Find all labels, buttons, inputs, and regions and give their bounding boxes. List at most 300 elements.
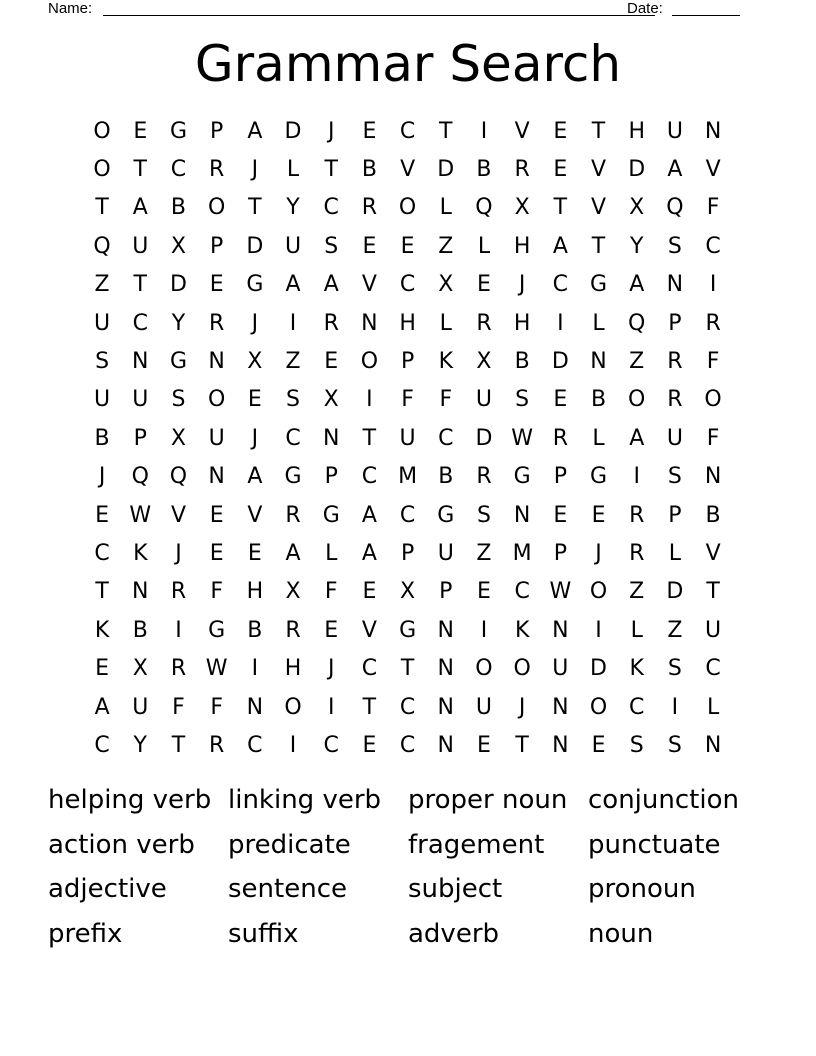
grid-cell: M — [398, 464, 418, 490]
grid-cell: E — [247, 540, 262, 566]
grid-cell: C — [399, 118, 416, 144]
grid-cell: B — [705, 502, 721, 528]
grid-cell: V — [170, 502, 186, 528]
grid-cell: X — [247, 349, 263, 375]
grid-cell: X — [476, 349, 492, 375]
grid-cell: P — [324, 464, 338, 490]
grid-cell: Q — [131, 464, 149, 490]
grid-cell: L — [286, 157, 300, 183]
grid-cell: N — [322, 425, 340, 451]
grid-cell: E — [477, 579, 491, 605]
grid-cell: Z — [629, 579, 645, 605]
grid-cell: L — [668, 540, 682, 566]
grid-cell: E — [133, 118, 148, 144]
word-list-item: action verb — [48, 829, 195, 860]
name-label: Name: — [48, 0, 93, 17]
grid-cell: J — [327, 656, 335, 682]
grid-cell: N — [437, 656, 455, 682]
grid-cell: A — [247, 464, 263, 490]
grid-cell: A — [285, 272, 301, 298]
grid-cell: T — [553, 195, 568, 221]
grid-cell: L — [477, 233, 491, 259]
grid-cell: E — [477, 732, 491, 758]
grid-cell: A — [285, 540, 301, 566]
grid-cell: N — [704, 464, 722, 490]
grid-cell: N — [704, 118, 722, 144]
grid-cell: D — [666, 579, 684, 605]
grid-cell: E — [362, 579, 377, 605]
grid-cell: G — [513, 464, 531, 490]
grid-cell: C — [132, 310, 148, 336]
grid-cell: S — [515, 387, 530, 413]
grid-cell: A — [361, 540, 377, 566]
grid-cell: J — [175, 540, 182, 566]
grid-cell: E — [209, 502, 224, 528]
grid-cell: A — [132, 195, 148, 221]
word-list-item: suffix — [228, 918, 299, 949]
grid-cell: Y — [286, 195, 300, 221]
grid-cell: U — [132, 387, 149, 413]
grid-cell: D — [169, 272, 187, 298]
grid-cell: E — [324, 349, 339, 375]
grid-cell: A — [361, 502, 377, 528]
grid-cell: E — [553, 387, 568, 413]
grid-cell: C — [514, 579, 530, 605]
grid-cell: S — [667, 656, 682, 682]
grid-cell: X — [400, 579, 416, 605]
grid-cell: A — [247, 118, 263, 144]
grid-cell: X — [170, 233, 186, 259]
grid-cell: Q — [475, 195, 493, 221]
grid-cell: V — [400, 157, 416, 183]
grid-cell: I — [709, 272, 717, 298]
word-list-item: predicate — [228, 829, 351, 860]
grid-cell: C — [399, 732, 416, 758]
grid-cell: Z — [438, 233, 454, 259]
grid-cell: S — [286, 387, 301, 413]
grid-cell: T — [362, 694, 377, 720]
grid-cell: N — [704, 732, 722, 758]
grid-cell: I — [175, 617, 182, 643]
grid-cell: A — [667, 157, 683, 183]
grid-cell: R — [552, 425, 568, 451]
grid-cell: Q — [169, 464, 188, 490]
grid-cell: I — [289, 310, 297, 336]
grid-cell: G — [169, 349, 187, 375]
grid-cell: K — [133, 540, 148, 566]
grid-cell: C — [399, 694, 416, 720]
grid-cell: N — [208, 349, 225, 375]
grid-cell: R — [705, 310, 721, 336]
grid-cell: X — [438, 272, 454, 298]
grid-cell: X — [170, 425, 186, 451]
grid-cell: C — [629, 694, 645, 720]
grid-cell: L — [706, 694, 720, 720]
grid-cell: P — [210, 233, 224, 259]
grid-cell: P — [133, 425, 147, 451]
grid-cell: O — [475, 656, 493, 682]
grid-cell: I — [480, 118, 488, 144]
grid-cell: E — [362, 118, 377, 144]
grid-cell: V — [361, 272, 377, 298]
word-list-item: conjunction — [588, 785, 739, 815]
grid-cell: H — [513, 233, 531, 259]
grid-cell: L — [439, 195, 452, 221]
grid-cell: H — [628, 118, 645, 144]
grid-cell: Y — [171, 310, 186, 336]
grid-cell: K — [438, 349, 453, 375]
grid-cell: K — [94, 617, 110, 643]
grid-cell: N — [513, 502, 531, 528]
grid-cell: I — [251, 656, 259, 682]
grid-cell: O — [398, 195, 417, 221]
grid-cell: N — [552, 617, 569, 643]
grid-cell: G — [437, 502, 455, 528]
grid-cell: U — [94, 310, 111, 336]
grid-cell: C — [399, 272, 416, 298]
word-list-item: noun — [588, 918, 654, 949]
grid-cell: E — [553, 502, 568, 528]
grid-cell: M — [512, 540, 532, 566]
grid-cell: T — [171, 732, 186, 758]
grid-cell: O — [589, 579, 608, 605]
grid-cell: R — [667, 349, 683, 375]
grid-cell: E — [553, 157, 568, 183]
grid-cell: O — [207, 387, 226, 413]
grid-cell: P — [439, 579, 453, 605]
grid-cell: P — [553, 464, 567, 490]
grid-cell: P — [668, 310, 682, 336]
grid-cell: U — [132, 694, 149, 720]
grid-cell: R — [629, 540, 645, 566]
grid-cell: P — [400, 540, 415, 566]
grid-cell: E — [247, 387, 262, 413]
grid-cell: C — [552, 272, 569, 298]
grid-cell: T — [95, 579, 109, 605]
grid-cell: T — [515, 732, 529, 758]
word-list-item: helping verb — [48, 785, 212, 815]
grid-cell: I — [327, 694, 335, 720]
grid-cell: G — [590, 464, 608, 490]
page-title: Grammar Search — [194, 35, 622, 93]
grid-cell: X — [285, 579, 301, 605]
grid-cell: C — [285, 425, 301, 451]
word-list-item: fragement — [408, 829, 545, 860]
grid-cell: C — [361, 656, 378, 682]
grid-cell: Y — [133, 732, 147, 758]
grid-cell: V — [247, 502, 263, 528]
grid-cell: T — [248, 195, 262, 221]
grid-cell: K — [514, 617, 530, 643]
grid-cell: I — [671, 694, 679, 720]
word-list-item: adverb — [408, 918, 500, 949]
grid-cell: G — [246, 272, 264, 298]
grid-cell: H — [513, 310, 531, 336]
grid-cell: N — [132, 579, 149, 605]
date-label: Date: — [627, 0, 663, 17]
grid-cell: O — [360, 349, 379, 375]
grid-cell: L — [592, 310, 605, 336]
grid-cell: E — [553, 118, 568, 144]
grid-cell: N — [208, 464, 225, 490]
grid-cell: I — [595, 617, 602, 643]
grid-cell: D — [437, 157, 455, 183]
grid-cell: R — [361, 195, 378, 221]
grid-cell: E — [209, 272, 224, 298]
grid-cell: S — [171, 387, 186, 413]
grid-cell: T — [362, 425, 377, 451]
grid-cell: N — [132, 349, 149, 375]
grid-cell: W — [205, 656, 228, 682]
grid-cell: B — [361, 157, 377, 183]
grid-cell: E — [209, 540, 224, 566]
name-blank-line — [103, 15, 655, 16]
grid-cell: R — [209, 732, 225, 758]
grid-cell: C — [438, 425, 454, 451]
grid-cell: W — [549, 579, 572, 605]
grid-cell: O — [628, 387, 646, 413]
grid-cell: E — [362, 732, 377, 758]
grid-cell: V — [514, 118, 530, 144]
grid-cell: V — [705, 540, 721, 566]
grid-cell: K — [629, 656, 644, 682]
grid-cell: R — [170, 656, 187, 682]
grid-cell: R — [285, 617, 301, 643]
grid-cell: C — [323, 195, 339, 221]
grid-cell: I — [289, 732, 297, 758]
grid-cell: C — [170, 157, 187, 183]
grid-cell: S — [476, 502, 491, 528]
grid-cell: Z — [667, 617, 683, 643]
grid-cell: I — [557, 310, 564, 336]
grid-cell: D — [551, 349, 569, 375]
grid-cell: B — [170, 195, 187, 221]
grid-cell: B — [438, 464, 454, 490]
grid-cell: O — [589, 694, 608, 720]
grid-cell: Q — [628, 310, 646, 336]
word-list-item: proper noun — [408, 785, 568, 815]
grid-cell: B — [590, 387, 607, 413]
grid-cell: T — [591, 118, 606, 144]
word-list-item: sentence — [228, 874, 347, 905]
grid-cell: W — [129, 502, 152, 528]
grid-cell: X — [629, 195, 645, 221]
grid-cell: I — [633, 464, 640, 490]
grid-cell: I — [366, 387, 373, 413]
grid-cell: V — [361, 617, 377, 643]
grid-cell: E — [591, 732, 606, 758]
grid-cell: P — [210, 118, 224, 144]
grid-cell: F — [172, 694, 185, 720]
grid-cell: G — [284, 464, 302, 490]
grid-cell: B — [514, 349, 530, 375]
grid-cell: O — [93, 118, 111, 144]
grid-cell: U — [666, 425, 683, 451]
grid-cell: C — [399, 502, 416, 528]
grid-cell: P — [553, 540, 567, 566]
grid-cell: I — [480, 617, 488, 643]
grid-cell: U — [475, 694, 493, 720]
grid-cell: J — [251, 310, 259, 336]
grid-cell: X — [514, 195, 530, 221]
grid-cell: Z — [476, 540, 492, 566]
letter-grid — [83, 112, 732, 765]
grid-cell: F — [439, 387, 453, 413]
grid-cell: T — [133, 157, 147, 183]
grid-cell: R — [629, 502, 645, 528]
grid-cell: P — [400, 349, 415, 375]
grid-cell: B — [132, 617, 148, 643]
grid-cell: C — [705, 656, 721, 682]
grid-cell: N — [590, 349, 607, 375]
word-list — [48, 778, 768, 956]
grid-cell: F — [706, 195, 720, 221]
grid-cell: T — [591, 233, 606, 259]
grid-cell: S — [667, 732, 682, 758]
grid-cell: S — [667, 464, 682, 490]
grid-cell: J — [251, 425, 259, 451]
grid-cell: H — [284, 656, 302, 682]
grid-cell: U — [284, 233, 302, 259]
grid-cell: W — [511, 425, 534, 451]
grid-cell: F — [324, 579, 338, 605]
grid-cell: J — [518, 694, 526, 720]
grid-cell: F — [210, 579, 223, 605]
grid-cell: T — [400, 656, 415, 682]
grid-cell: N — [246, 694, 264, 720]
grid-cell: C — [94, 732, 110, 758]
grid-cell: Z — [94, 272, 110, 298]
grid-cell: A — [323, 272, 339, 298]
grid-cell: P — [668, 502, 682, 528]
grid-cell: F — [210, 694, 223, 720]
grid-cell: T — [706, 579, 720, 605]
grid-cell: C — [361, 464, 378, 490]
grid-cell: F — [706, 349, 720, 375]
grid-cell: F — [706, 425, 720, 451]
grid-cell: G — [169, 118, 187, 144]
grid-cell: S — [667, 233, 682, 259]
grid-cell: L — [439, 310, 452, 336]
grid-cell: R — [514, 157, 530, 183]
grid-cell: V — [705, 157, 721, 183]
grid-cell: E — [95, 502, 110, 528]
grid-cell: N — [437, 617, 455, 643]
grid-cell: U — [399, 425, 416, 451]
grid-cell: B — [476, 157, 492, 183]
word-list-item: punctuate — [588, 829, 721, 860]
grid-cell: U — [94, 387, 111, 413]
grid-cell: A — [629, 272, 645, 298]
grid-cell: O — [513, 656, 531, 682]
grid-cell: Q — [93, 233, 111, 259]
grid-cell: A — [629, 425, 645, 451]
grid-cell: N — [437, 732, 455, 758]
grid-cell: J — [251, 157, 259, 183]
grid-cell: A — [552, 233, 568, 259]
grid-cell: E — [591, 502, 606, 528]
grid-cell: N — [361, 310, 378, 336]
grid-cell: C — [705, 233, 721, 259]
grid-cell: B — [94, 425, 110, 451]
grid-cell: C — [94, 540, 110, 566]
grid-cell: J — [518, 272, 526, 298]
grid-cell: U — [705, 617, 722, 643]
grid-cell: V — [591, 195, 607, 221]
word-list-item: prefix — [48, 918, 123, 949]
grid-cell: N — [552, 732, 569, 758]
grid-cell: T — [133, 272, 147, 298]
grid-cell: G — [208, 617, 226, 643]
grid-cell: G — [590, 272, 608, 298]
grid-cell: L — [630, 617, 643, 643]
grid-cell: L — [325, 540, 338, 566]
grid-cell: V — [591, 157, 607, 183]
grid-cell: C — [323, 732, 339, 758]
grid-cell: T — [95, 195, 109, 221]
grid-cell: U — [132, 233, 149, 259]
grid-cell: X — [132, 656, 148, 682]
grid-cell: U — [552, 656, 569, 682]
grid-cell: J — [595, 540, 602, 566]
grid-cell: R — [209, 310, 225, 336]
grid-cell: S — [95, 349, 110, 375]
grid-cell: Q — [666, 195, 684, 221]
grid-cell: E — [95, 656, 110, 682]
grid-cell: J — [98, 464, 106, 490]
grid-cell: D — [475, 425, 493, 451]
grid-cell: T — [324, 157, 338, 183]
grid-cell: R — [170, 579, 187, 605]
grid-cell: R — [476, 310, 492, 336]
grid-cell: O — [93, 157, 111, 183]
grid-cell: S — [324, 233, 339, 259]
grid-cell: N — [437, 694, 455, 720]
grid-cell: D — [628, 157, 646, 183]
grid-cell: N — [666, 272, 684, 298]
grid-cell: D — [590, 656, 607, 682]
grid-cell: G — [399, 617, 417, 643]
grid-cell: G — [322, 502, 340, 528]
grid-cell: H — [399, 310, 416, 336]
grid-cell: R — [285, 502, 301, 528]
word-list-item: linking verb — [228, 785, 382, 815]
grid-cell: D — [246, 233, 264, 259]
grid-cell: U — [666, 118, 683, 144]
grid-cell: O — [284, 694, 302, 720]
grid-cell: R — [209, 157, 225, 183]
grid-cell: F — [401, 387, 414, 413]
grid-cell: X — [323, 387, 339, 413]
grid-cell: E — [324, 617, 339, 643]
grid-cell: S — [629, 732, 644, 758]
word-list-item: pronoun — [588, 874, 696, 905]
grid-cell: H — [246, 579, 264, 605]
grid-cell: N — [552, 694, 569, 720]
grid-cell: U — [475, 387, 493, 413]
grid-cell: T — [439, 118, 453, 144]
grid-cell: E — [362, 233, 377, 259]
grid-cell: D — [284, 118, 302, 144]
grid-cell: L — [592, 425, 605, 451]
grid-cell: O — [207, 195, 226, 221]
grid-cell: R — [476, 464, 492, 490]
grid-cell: O — [704, 387, 722, 413]
grid-cell: U — [208, 425, 225, 451]
word-list-item: adjective — [48, 874, 167, 905]
grid-cell: J — [327, 118, 335, 144]
grid-cell: Z — [629, 349, 645, 375]
